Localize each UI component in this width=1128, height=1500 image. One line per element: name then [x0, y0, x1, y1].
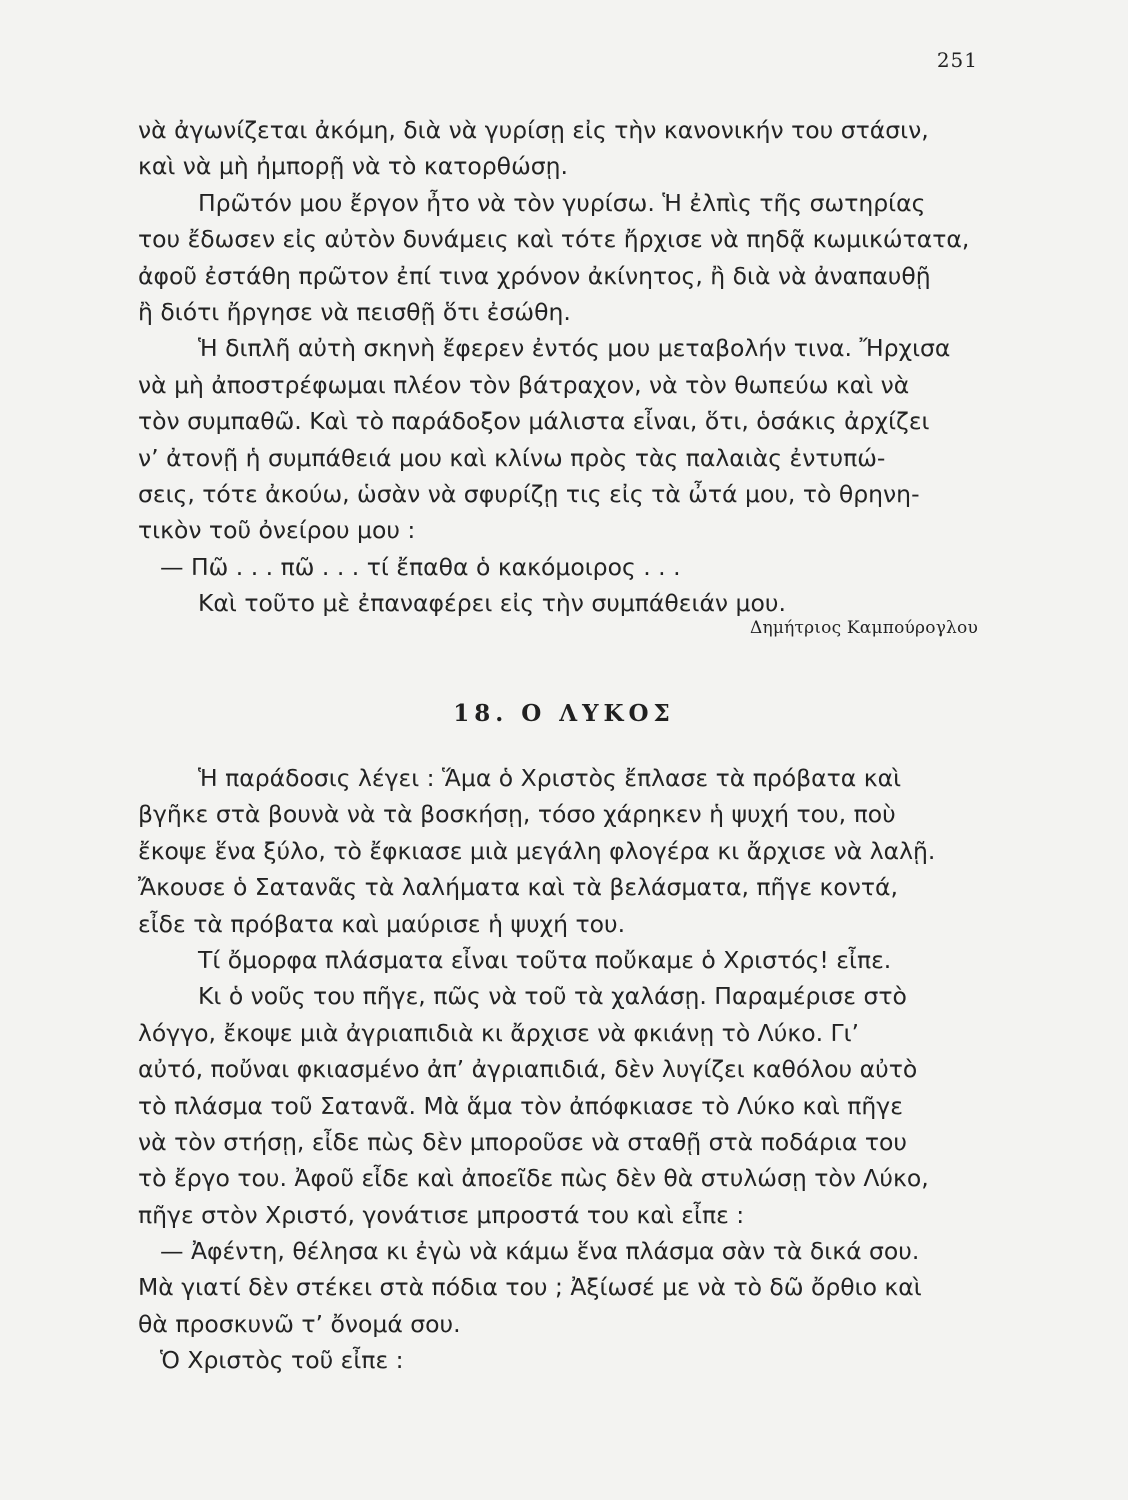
- text-line: Κι ὁ νοῦς του πῆγε, πῶς νὰ τοῦ τὰ χαλάσῃ. Παραμέρισε στὸ: [198, 982, 907, 1011]
- text-line: του ἔδωσεν εἰς αὐτὸν δυνάμεις καὶ τότε ἤρχισε νὰ πηδᾷ κωμικώτατα,: [138, 225, 970, 254]
- text-line: Τί ὄμορφα πλάσματα εἶναι τοῦτα ποὔκαμε ὁ Χριστός! εἶπε.: [198, 945, 892, 974]
- text-line: Ὁ Χριστὸς τοῦ εἶπε :: [160, 1346, 404, 1375]
- text-line: ἔκοψε ἕνα ξύλο, τὸ ἔφκιασε μιὰ μεγάλη φλογέρα κι ἄρχισε νὰ λαλῇ.: [138, 836, 936, 865]
- text-line: καὶ νὰ μὴ ἠμπορῇ νὰ τὸ κατορθώσῃ.: [138, 152, 568, 181]
- text-line: Μὰ γιατί δὲν στέκει στὰ πόδια του ; Ἀξίωσέ με νὰ τὸ δῶ ὄρθιο καὶ: [138, 1273, 922, 1302]
- text-line: λόγγο, ἔκοψε μιὰ ἀγριαπιδιὰ κι ἄρχισε νὰ φκιάνῃ τὸ Λύκο. Γι’: [138, 1018, 860, 1047]
- text-line: νὰ ἀγωνίζεται ἀκόμη, διὰ νὰ γυρίσῃ εἰς τὴν κανονικήν του στάσιν,: [138, 116, 929, 144]
- text-line: σεις, τότε ἀκούω, ὡσὰν νὰ σφυρίζῃ τις εἰς τὰ ὦτά μου, τὸ θρηνη-: [138, 479, 920, 508]
- text-line: ἢ διότι ἤργησε νὰ πεισθῇ ὅτι ἐσώθη.: [138, 297, 571, 326]
- text-line: τὸ πλάσμα τοῦ Σατανᾶ. Μὰ ἅμα τὸν ἀπόφκιασε τὸ Λύκο καὶ πῆγε: [138, 1091, 903, 1120]
- text-line: νὰ τὸν στήσῃ, εἶδε πὼς δὲν μποροῦσε νὰ σταθῇ στὰ ποδάρια του: [138, 1127, 907, 1156]
- section-title: 18. Ο ΛΥΚΟΣ: [453, 700, 675, 727]
- text-line: τικὸν τοῦ ὀνείρου μου :: [138, 516, 416, 545]
- text-line: εἶδε τὰ πρόβατα καὶ μαύρισε ἡ ψυχή του.: [138, 909, 626, 938]
- text-line: νὰ μὴ ἀποστρέφωμαι πλέον τὸν βάτραχον, νὰ τὸν θωπεύω καὶ νὰ: [138, 370, 910, 399]
- text-line: Ἡ διπλῆ αὐτὴ σκηνὴ ἔφερεν ἐντός μου μεταβολήν τινα. Ἤρχισα: [198, 334, 951, 363]
- text-line: ἀφοῦ ἐστάθη πρῶτον ἐπί τινα χρόνον ἀκίνητος, ἢ διὰ νὰ ἀναπαυθῇ: [138, 261, 931, 290]
- text-line: Ἡ παράδοσις λέγει : Ἅμα ὁ Χριστὸς ἔπλασε τὰ πρόβατα καὶ: [198, 764, 902, 792]
- frog-story-conclusion: [138, 112, 984, 621]
- text-line: Ἄκουσε ὁ Σατανᾶς τὰ λαλήματα καὶ τὰ βελάσματα, πῆγε κοντά,: [138, 873, 898, 902]
- wolf-story-text: [138, 760, 984, 1379]
- text-line: βγῆκε στὰ βουνὰ νὰ τὰ βοσκήσῃ, τόσο χάρηκεν ἡ ψυχή του, ποὺ: [138, 800, 896, 829]
- text-line: θὰ προσκυνῶ τ’ ὄνομά σου.: [138, 1309, 461, 1338]
- text-line: τὸν συμπαθῶ. Καὶ τὸ παράδοξον μάλιστα εἶναι, ὅτι, ὁσάκις ἀρχίζει: [138, 407, 930, 436]
- text-line: ν’ ἀτονῇ ἡ συμπάθειά μου καὶ κλίνω πρὸς τὰς παλαιὰς ἐντυπώ-: [138, 443, 886, 472]
- text-line: τὸ ἔργο του. Ἀφοῦ εἶδε καὶ ἀποεῖδε πὼς δὲν θὰ στυλώσῃ τὸν Λύκο,: [138, 1164, 929, 1193]
- text-line: Πρῶτόν μου ἔργον ἦτο νὰ τὸν γυρίσω. Ἡ ἐλπὶς τῆς σωτηρίας: [198, 188, 926, 217]
- dialogue-line: — Ἀφέντη, θέλησα κι ἐγὼ νὰ κάμω ἕνα πλάσμα σὰν τὰ δικά σου.: [160, 1237, 920, 1266]
- author-attribution: Δημήτριος Καμπούρογλου: [749, 618, 978, 638]
- text-line: πῆγε στὸν Χριστό, γονάτισε μπροστά του καὶ εἶπε :: [138, 1200, 745, 1229]
- text-line: αὐτό, ποὔναι φκιασμένο ἀπ’ ἀγριαπιδιά, δὲν λυγίζει καθόλου αὐτὸ: [138, 1055, 918, 1084]
- page-number: 251: [936, 48, 978, 72]
- text-line: Καὶ τοῦτο μὲ ἐπαναφέρει εἰς τὴν συμπάθειάν μου.: [198, 589, 786, 618]
- dialogue-line: — Πῶ . . . πῶ . . . τί ἔπαθα ὁ κακόμοιρος . . .: [160, 552, 681, 581]
